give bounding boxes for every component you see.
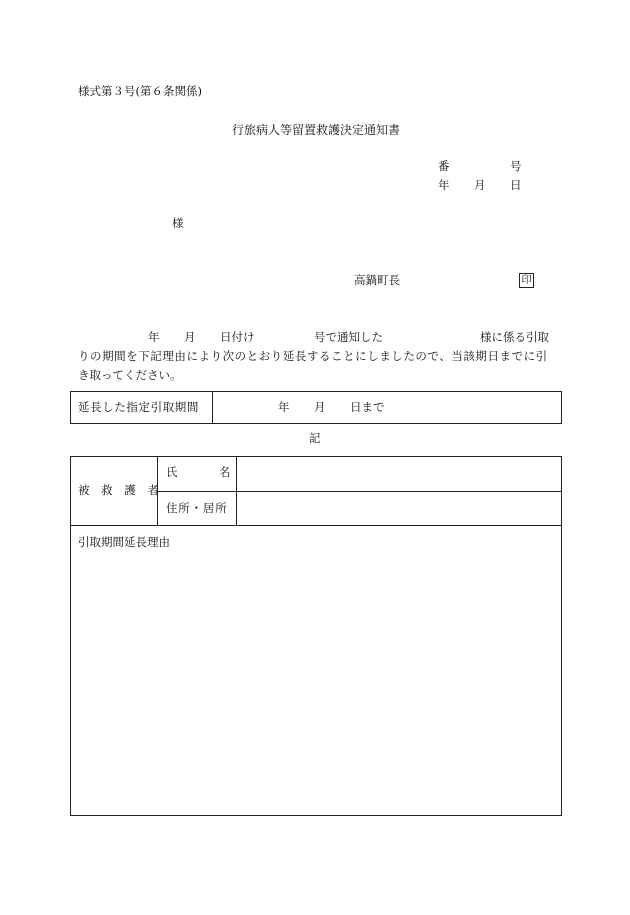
seal-stamp: 印: [519, 273, 534, 288]
document-title: 行旅病人等留置救護決定通知書: [232, 123, 401, 137]
name-label-1: 氏: [166, 465, 178, 479]
number-go: 号: [510, 159, 522, 173]
reason-label: 引取期間延長理由: [78, 535, 170, 549]
date-year: 年: [438, 178, 450, 192]
addressee-suffix: 様: [172, 216, 184, 230]
extension-month: 月: [314, 400, 326, 414]
detail-row-divider: [157, 491, 562, 492]
date-month: 月: [474, 178, 486, 192]
date-day: 日: [510, 178, 522, 192]
body-year: 年: [148, 330, 160, 344]
name-label-2: 名: [219, 465, 231, 479]
protected-person-label: 被 救 護 者: [78, 483, 163, 497]
detail-section-divider: [70, 525, 562, 526]
body-dated: 日付け: [220, 330, 255, 344]
issuer: 高鍋町長: [354, 273, 400, 287]
extension-year: 年: [278, 400, 290, 414]
detail-table: [70, 456, 562, 816]
body-line-3: き取ってください。: [78, 368, 182, 382]
body-line-2: りの期間を下記理由により次のとおり延長することにしましたので、当該期日までに引: [78, 349, 548, 363]
form-id: 様式第３号(第６条関係): [78, 84, 202, 98]
detail-col-divider-2: [236, 456, 237, 525]
extension-table-divider: [212, 391, 213, 424]
body-month: 月: [184, 330, 196, 344]
body-concerning: 様に係る引取: [480, 330, 549, 344]
extension-until: 日まで: [350, 400, 385, 414]
extension-label: 延長した指定引取期間: [78, 400, 199, 414]
body-notified: 号で通知した: [314, 330, 383, 344]
number-ban: 番: [438, 159, 450, 173]
address-label: 住所・居所: [166, 501, 228, 515]
ki-heading: 記: [309, 431, 321, 445]
